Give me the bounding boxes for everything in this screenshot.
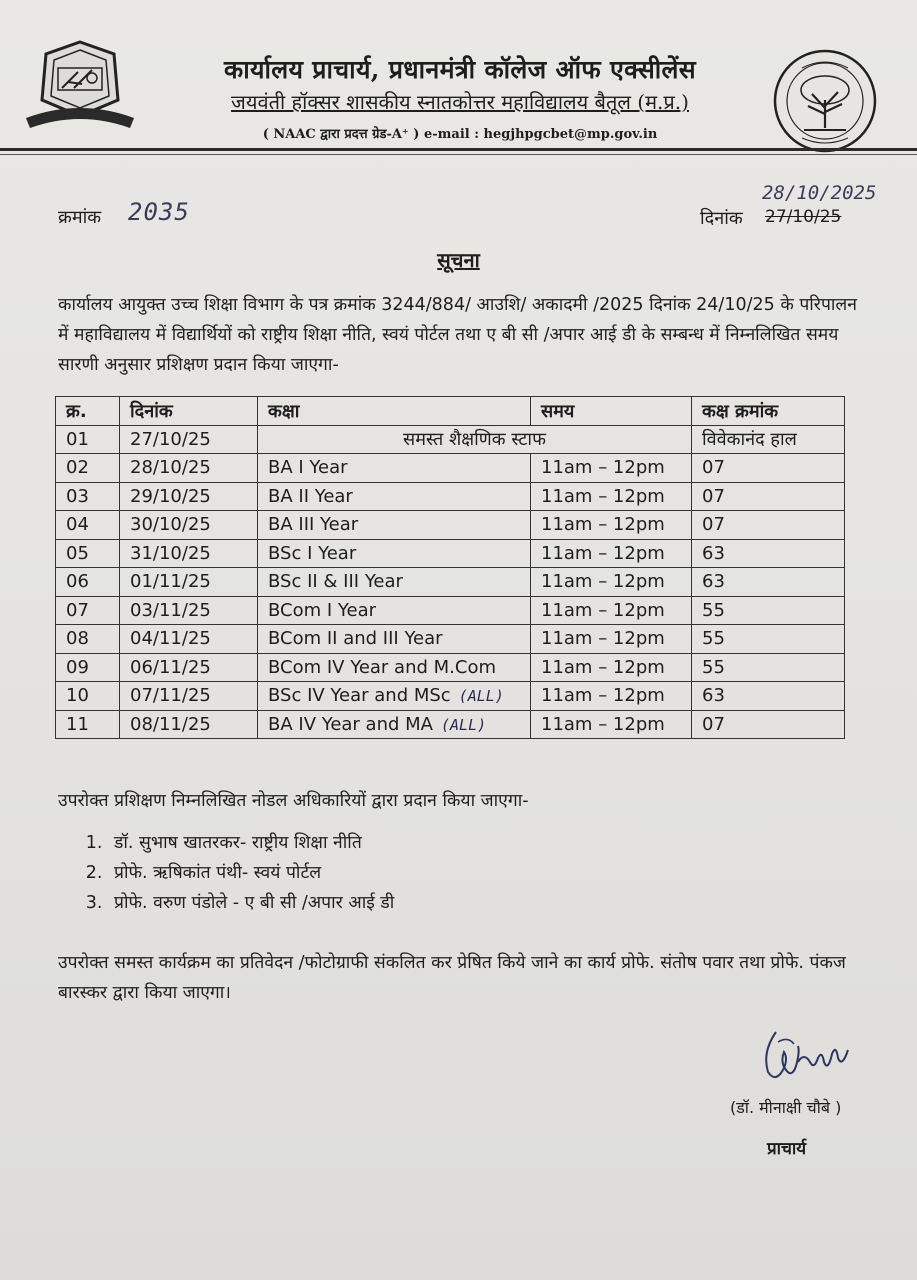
report-note-paragraph: उपरोक्त समस्त कार्यक्रम का प्रतिवेदन /फोटोग्राफी संकलित कर प्रेषित किये जाने का कार्य प्रोफे. संतोष पवार तथा प्रोफे. पंकज बारस्कर द्वारा किया जाएगा। — [58, 953, 846, 1003]
cell-time: 11am – 12pm — [531, 653, 692, 682]
cell-date: 04/11/25 — [120, 625, 258, 654]
cell-serial: 01 — [56, 425, 120, 454]
date-struck-through: 27/10/25 — [765, 207, 842, 227]
table-row — [56, 710, 845, 739]
cell-class: BCom IV Year and M.Com — [258, 653, 531, 682]
cell-serial: 07 — [56, 596, 120, 625]
cell-time: 11am – 12pm — [531, 539, 692, 568]
date-label: दिनांक — [700, 208, 743, 229]
list-item: 1. डॉ. सुभाष खातरकर- राष्ट्रीय शिक्षा नीति — [108, 828, 394, 858]
cell-class — [258, 682, 531, 711]
cell-room: 63 — [692, 682, 845, 711]
cell-room: 55 — [692, 653, 845, 682]
cell-date: 07/11/25 — [120, 682, 258, 711]
header-room: कक्ष क्रमांक — [692, 397, 845, 426]
college-emblem-logo — [22, 38, 138, 134]
header-divider-thin — [0, 154, 917, 155]
nodal-officer-list — [58, 828, 394, 918]
cell-time: 11am – 12pm — [531, 454, 692, 483]
cell-serial: 06 — [56, 568, 120, 597]
table-row — [56, 425, 845, 454]
cell-class: BCom II and III Year — [258, 625, 531, 654]
table-row — [56, 653, 845, 682]
cell-class — [258, 710, 531, 739]
signatory-name: (डॉ. मीनाक्षी चौबे ) — [730, 1098, 842, 1117]
cell-class: BA II Year — [258, 482, 531, 511]
cell-class: BA I Year — [258, 454, 531, 483]
cell-class-merged: समस्त शैक्षणिक स्टाफ — [258, 425, 692, 454]
list-item: 2. प्रोफे. ऋषिकांत पंथी- स्वयं पोर्टल — [108, 858, 394, 888]
class-text: BSc IV Year and MSc — [268, 685, 451, 707]
cell-room: 63 — [692, 539, 845, 568]
signatory-designation: प्राचार्य — [767, 1139, 807, 1159]
table-row — [56, 454, 845, 483]
header-class: कक्षा — [258, 397, 531, 426]
handwritten-all-note: (ALL) — [458, 687, 504, 706]
table-row — [56, 511, 845, 540]
naac-email-line: ( NAAC द्वारा प्रदत्त ग्रेड-A⁺ ) e-mail : hegjhpgcbet@mp.gov.in — [262, 127, 658, 142]
college-seal-logo — [772, 48, 878, 154]
cell-serial: 08 — [56, 625, 120, 654]
cell-room: 07 — [692, 710, 845, 739]
table-header-row — [56, 397, 845, 426]
header-date: दिनांक — [120, 397, 258, 426]
cell-date: 08/11/25 — [120, 710, 258, 739]
nodal-intro: उपरोक्त प्रशिक्षण निम्नलिखित नोडल अधिकारियों द्वारा प्रदान किया जाएगा- — [58, 791, 529, 811]
cell-date: 28/10/25 — [120, 454, 258, 483]
notice-title: सूचना — [437, 248, 480, 272]
cell-serial: 02 — [56, 454, 120, 483]
date-handwritten: 28/10/2025 — [762, 182, 877, 204]
cell-class: BA III Year — [258, 511, 531, 540]
table-row — [56, 596, 845, 625]
cell-room: 07 — [692, 454, 845, 483]
table-row — [56, 568, 845, 597]
cell-date: 03/11/25 — [120, 596, 258, 625]
header-divider-thick — [0, 148, 917, 151]
principal-signature — [758, 1022, 858, 1086]
cell-time: 11am – 12pm — [531, 596, 692, 625]
cell-date: 29/10/25 — [120, 482, 258, 511]
cell-time: 11am – 12pm — [531, 568, 692, 597]
cell-date: 27/10/25 — [120, 425, 258, 454]
cell-time: 11am – 12pm — [531, 625, 692, 654]
cell-serial: 03 — [56, 482, 120, 511]
header-time: समय — [531, 397, 692, 426]
handwritten-all-note: (ALL) — [441, 715, 487, 734]
cell-time: 11am – 12pm — [531, 511, 692, 540]
header-serial: क्र. — [56, 397, 120, 426]
training-schedule-table — [55, 396, 845, 739]
office-title: कार्यालय प्राचार्य, प्रधानमंत्री कॉलेज ऑफ एक्सीलेंस — [224, 55, 696, 84]
cell-time: 11am – 12pm — [531, 710, 692, 739]
cell-serial: 05 — [56, 539, 120, 568]
class-text: BA IV Year and MA — [268, 713, 433, 735]
cell-date: 30/10/25 — [120, 511, 258, 540]
table-row — [56, 625, 845, 654]
table-row — [56, 539, 845, 568]
cell-serial: 09 — [56, 653, 120, 682]
cell-time: 11am – 12pm — [531, 482, 692, 511]
cell-room: 63 — [692, 568, 845, 597]
cell-class: BSc II & III Year — [258, 568, 531, 597]
cell-time: 11am – 12pm — [531, 682, 692, 711]
cell-serial: 04 — [56, 511, 120, 540]
college-name: जयवंती हॉक्सर शासकीय स्नातकोत्तर महाविद्यालय बैतूल (म.प्र.) — [231, 90, 689, 114]
table-row — [56, 482, 845, 511]
cell-class: BSc I Year — [258, 539, 531, 568]
list-item: 3. प्रोफे. वरुण पंडोले - ए बी सी /अपार आई डी — [108, 888, 394, 918]
reference-label: क्रमांक — [58, 207, 102, 228]
cell-date: 01/11/25 — [120, 568, 258, 597]
cell-date: 06/11/25 — [120, 653, 258, 682]
cell-room: विवेकानंद हाल — [692, 425, 845, 454]
cell-room: 07 — [692, 482, 845, 511]
table-row — [56, 682, 845, 711]
cell-serial: 10 — [56, 682, 120, 711]
cell-room: 55 — [692, 625, 845, 654]
intro-paragraph: कार्यालय आयुक्त उच्च शिक्षा विभाग के पत्र क्रमांक 3244/884/ आउशि/ अकादमी /2025 दिनांक 24/10/25 के परिपालन में महाविद्यालय में विद्यार्थियों को राष्ट्रीय शिक्षा नीति, स्वयं पोर्टल तथा ए बी सी /अपार आई डी के सम्बन्ध में निम्नलिखित समय सारणी अनुसार प्रशिक्षण प्रदान किया जाएगा- — [58, 295, 858, 375]
cell-room: 55 — [692, 596, 845, 625]
cell-room: 07 — [692, 511, 845, 540]
reference-number-handwritten: 2035 — [128, 198, 190, 226]
cell-class: BCom I Year — [258, 596, 531, 625]
cell-serial: 11 — [56, 710, 120, 739]
cell-date: 31/10/25 — [120, 539, 258, 568]
